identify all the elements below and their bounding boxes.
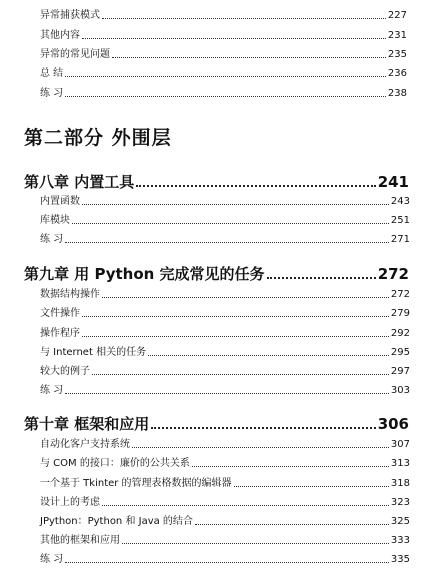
toc-entry bbox=[0, 209, 429, 227]
toc-entry bbox=[0, 472, 429, 490]
toc-entry-page: 323 bbox=[390, 497, 410, 508]
leader-dots bbox=[102, 18, 386, 19]
toc-entry bbox=[0, 62, 429, 80]
toc-entry bbox=[0, 379, 429, 397]
toc-entry-page: 307 bbox=[390, 439, 410, 450]
leader-dots bbox=[234, 486, 389, 487]
toc-entry bbox=[0, 510, 429, 528]
leader-dots bbox=[192, 466, 389, 467]
toc-entry bbox=[0, 548, 429, 566]
leader-dots bbox=[102, 297, 389, 298]
toc-entry bbox=[0, 302, 429, 320]
chapter-title: 第九章 用 Python 完成常见的任务 bbox=[24, 265, 265, 283]
toc-entry bbox=[0, 529, 429, 547]
leader-dots bbox=[195, 524, 389, 525]
chapter-heading bbox=[0, 411, 429, 433]
toc-entry-page: 235 bbox=[387, 49, 407, 60]
toc-entry bbox=[0, 341, 429, 359]
toc-entry-label: 数据结构操作 bbox=[40, 289, 100, 300]
toc-entry-page: 251 bbox=[390, 215, 410, 226]
toc-entry-page: 325 bbox=[390, 516, 410, 527]
toc-entry bbox=[0, 228, 429, 246]
toc-entry-page: 292 bbox=[390, 328, 410, 339]
toc-entry-page: 297 bbox=[390, 366, 410, 377]
chapter-page: 272 bbox=[377, 265, 409, 283]
toc-entry bbox=[0, 283, 429, 301]
leader-dots bbox=[82, 336, 389, 337]
toc-entry-label: 练 习 bbox=[40, 88, 64, 99]
leader-dots bbox=[136, 185, 375, 187]
toc-entry bbox=[0, 360, 429, 378]
chapter-title: 第八章 内置工具 bbox=[24, 173, 135, 191]
leader-dots bbox=[151, 427, 375, 429]
leader-dots bbox=[102, 505, 389, 506]
leader-dots bbox=[132, 447, 389, 448]
toc-entry-label: 其他内容 bbox=[40, 30, 80, 41]
toc-entry-label: 练 习 bbox=[40, 234, 64, 245]
toc-entry-page: 318 bbox=[390, 478, 410, 489]
chapter-heading bbox=[0, 261, 429, 283]
toc-entry-page: 303 bbox=[390, 385, 410, 396]
leader-dots bbox=[65, 242, 389, 243]
leader-dots bbox=[65, 562, 389, 563]
toc-entry-label: JPython：Python 和 Java 的结合 bbox=[40, 516, 193, 527]
toc-entry-label: 自动化客户支持系统 bbox=[40, 439, 130, 450]
toc-entry-label: 其他的框架和应用 bbox=[40, 535, 120, 546]
toc-entry bbox=[0, 452, 429, 470]
toc-entry-page: 333 bbox=[390, 535, 410, 546]
leader-dots bbox=[65, 76, 386, 77]
toc-entry-page: 295 bbox=[390, 347, 410, 358]
toc-entry-label: 总 结 bbox=[40, 68, 64, 79]
chapter-heading bbox=[0, 169, 429, 191]
leader-dots bbox=[65, 393, 389, 394]
part-title: 第二部分 外围层 bbox=[24, 127, 172, 149]
toc-entry bbox=[0, 82, 429, 100]
leader-dots bbox=[82, 316, 389, 317]
toc-entry-label: 文件操作 bbox=[40, 308, 80, 319]
toc-entry bbox=[0, 433, 429, 451]
toc-entry-page: 279 bbox=[390, 308, 410, 319]
toc-entry-label: 库模块 bbox=[40, 215, 70, 226]
toc-entry-page: 335 bbox=[390, 554, 410, 565]
toc-entry-label: 设计上的考虑 bbox=[40, 497, 100, 508]
leader-dots bbox=[122, 543, 389, 544]
toc-entry bbox=[0, 190, 429, 208]
toc-entry-label: 练 习 bbox=[40, 385, 64, 396]
chapter-page: 241 bbox=[377, 173, 409, 191]
toc-entry-page: 231 bbox=[387, 30, 407, 41]
leader-dots bbox=[92, 374, 389, 375]
chapter-page: 306 bbox=[377, 415, 409, 433]
toc-entry-page: 271 bbox=[390, 234, 410, 245]
toc-entry-label: 较大的例子 bbox=[40, 366, 90, 377]
toc-entry-label: 与 COM 的接口：廉价的公共关系 bbox=[40, 458, 190, 469]
toc-entry-label: 操作程序 bbox=[40, 328, 80, 339]
leader-dots bbox=[82, 204, 389, 205]
toc-entry bbox=[0, 4, 429, 22]
toc-entry bbox=[0, 322, 429, 340]
toc-entry-page: 238 bbox=[387, 88, 407, 99]
toc-entry-label: 异常的常见问题 bbox=[40, 49, 110, 60]
leader-dots bbox=[112, 57, 386, 58]
leader-dots bbox=[65, 96, 386, 97]
toc-entry-page: 313 bbox=[390, 458, 410, 469]
toc-entry-label: 内置函数 bbox=[40, 196, 80, 207]
chapter-title: 第十章 框架和应用 bbox=[24, 415, 150, 433]
toc-entry-label: 异常捕获模式 bbox=[40, 10, 100, 21]
leader-dots bbox=[82, 38, 386, 39]
toc-entry-label: 与 Internet 相关的任务 bbox=[40, 347, 147, 358]
toc-entry bbox=[0, 43, 429, 61]
toc-entry-page: 272 bbox=[390, 289, 410, 300]
leader-dots bbox=[148, 355, 389, 356]
toc-entry-page: 227 bbox=[387, 10, 407, 21]
leader-dots bbox=[267, 277, 376, 279]
toc-entry bbox=[0, 491, 429, 509]
toc-entry-label: 一个基于 Tkinter 的管理表格数据的编辑器 bbox=[40, 478, 232, 489]
toc-entry-label: 练 习 bbox=[40, 554, 64, 565]
leader-dots bbox=[72, 223, 389, 224]
toc-entry-page: 236 bbox=[387, 68, 407, 79]
toc-entry-page: 243 bbox=[390, 196, 410, 207]
toc-entry bbox=[0, 24, 429, 42]
